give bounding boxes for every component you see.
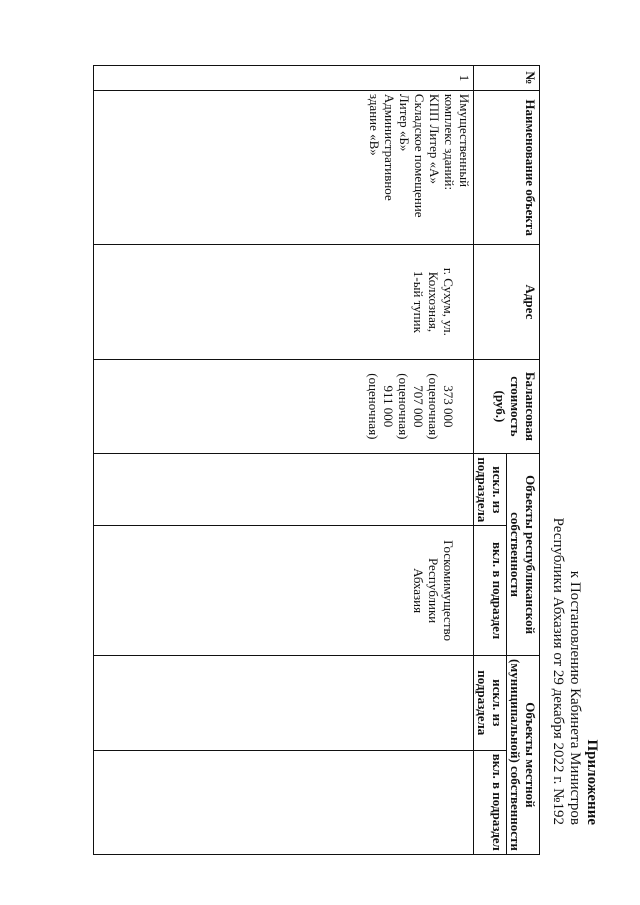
object-name-line: КПП Литер «А» <box>427 93 442 184</box>
object-name-line: комплекс зданий: <box>442 93 457 191</box>
republic-incl-cell <box>94 526 474 656</box>
object-name-cell <box>94 90 474 244</box>
col-municipal-header: Объекты местной (муниципальной) собственности <box>507 655 540 854</box>
municipal-excl-header: искл. из подраздела <box>474 655 507 750</box>
municipal-incl-cell <box>94 750 474 854</box>
address-line: г. Сухум, ул. <box>441 267 456 336</box>
object-name-line: здание «В» <box>367 93 382 156</box>
header-row <box>507 66 540 855</box>
republic-excl-cell <box>94 454 474 526</box>
col-republic-header: Объекты республиканской собственности <box>507 454 540 656</box>
row-number: 1 <box>94 66 474 91</box>
value-line: 373 000 <box>441 385 456 428</box>
object-name-line: Литер «Б» <box>397 93 412 152</box>
value-cell <box>94 359 474 454</box>
address-cell <box>94 245 474 359</box>
table-row <box>94 66 474 855</box>
object-name-line: Административное <box>382 93 397 201</box>
object-name-line: Складское помещение <box>412 93 427 218</box>
resolution-reference: к Постановлению Кабинета Министров <box>567 570 583 825</box>
republic-excl-header: искл. из подраздела <box>474 454 507 526</box>
value-line: 911 000 <box>381 385 396 428</box>
address-line: Колхозная, <box>426 271 441 333</box>
property-table <box>93 65 540 855</box>
col-number-header: № <box>474 66 540 91</box>
republic-incl-header: вкл. в подраздел <box>474 526 507 656</box>
municipal-incl-header: вкл. в подраздел <box>474 750 507 854</box>
col-value-header: Балансовая стоимость (руб.) <box>474 359 540 454</box>
authority-line: Абхазия <box>411 568 426 614</box>
value-line: (оценочная) <box>426 373 441 440</box>
object-name-line: Имущественный <box>457 93 472 188</box>
authority-line: Республики <box>426 558 441 624</box>
value-line: 707 000 <box>411 385 426 428</box>
resolution-date: Республики Абхазия от 29 декабря 2022 г. №192 <box>550 517 566 825</box>
value-line: (оценочная) <box>366 373 381 440</box>
address-line: 1-ый тупик <box>411 270 426 333</box>
authority-line: Госкомимущество <box>441 540 456 642</box>
col-address-header: Адрес <box>474 245 540 359</box>
municipal-excl-cell <box>94 655 474 750</box>
value-line: (оценочная) <box>396 373 411 440</box>
col-name-header: Наименование объекта <box>474 90 540 244</box>
appendix-title: Приложение <box>584 739 600 825</box>
